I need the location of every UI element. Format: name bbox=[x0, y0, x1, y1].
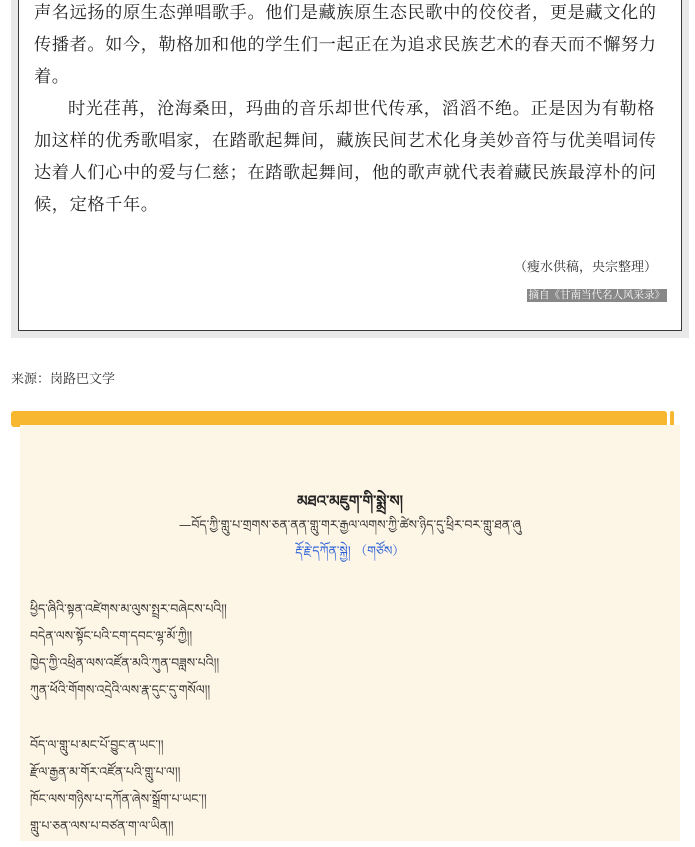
article-card bbox=[11, 0, 689, 338]
poem-line: བོད་ལ་གླུ་པ་མང་པོ་བྱུང་ན་ཡང་།། bbox=[30, 737, 164, 752]
poem-line: ཁྱེད་ཀྱི་འཕྲིན་ལས་འཛོན་མའི་ཀུན་བཟླས་པའི།། bbox=[30, 655, 220, 670]
source-tag: 摘自《甘南当代名人风采录》 bbox=[528, 289, 665, 301]
poem-line: ཕྱིད་ཞིའི་སྟན་འཛེགས་མ་ལུས་སྤྲར་བཞེངས་པའི།། bbox=[30, 601, 227, 616]
poem-author: རྡོ་རྗེ་དཀོན་སྐྱེ། （གཙོས） bbox=[295, 543, 405, 558]
poem-line: རྫོལ་རྒྱན་མ་གོར་འཛོན་པའི་གླུ་པ་ལ།། bbox=[30, 764, 181, 779]
poem-line: གླུ་པ་ཅན་ལས་པ་བཙན་ག་ལ་ཡིན།། bbox=[30, 818, 174, 833]
source-line: 来源：岗路巴文学 bbox=[11, 372, 116, 387]
article-paragraph: 时光荏苒，沧海桑田，玛曲的音乐却世代传承，滔滔不绝。正是因为有勒格加这样的优秀歌唱家，在踏歌起舞间，藏族民间艺术化身美妙音符与优美唱词传达着人们心中的爱与仁慈；在踏歌起舞间，他的歌声就代表着藏民族最淳朴的问候，定格千年。 bbox=[34, 99, 657, 215]
article-frame bbox=[18, 0, 682, 331]
poem-subtitle: —བོད་ཀྱི་གླུ་པ་གྲགས་ཅན་ནན་གླུ་གར་རྒྱལ་ལགས་ཀྱི་ཚེས་ཉིད་དུ་ཕྲིར་བར་གླུ་ཐན་ཞུ bbox=[178, 517, 522, 532]
poem-line: ཁོང་ལས་གཉིས་པ་དཀོན་ཞེས་སྒྲོག་པ་ཡང་།། bbox=[30, 791, 207, 806]
tibetan-poem-box bbox=[20, 425, 680, 841]
poem-title: མཐའ་མཇུག་གི་སྨྲེ་ས། bbox=[296, 492, 404, 510]
poem-line: བདེན་ལས་སྟོང་པའི་ངག་དབང་ལྷ་མོ་ཀྱི།། bbox=[30, 628, 193, 643]
article-credit: （瘦水供稿，央宗整理） bbox=[513, 260, 657, 275]
article-paragraph: 声名远扬的原生态弹唱歌手。他们是藏族原生态民歌中的佼佼者，更是藏文化的传播者。如今，勒格加和他的学生们一起正在为追求民族艺术的春天而不懈努力着。 bbox=[34, 3, 657, 87]
poem-line: ཀུན་ཕོའི་གོགས་འདྲེའི་ལས་རྣ་དུང་དུ་གསོལ།། bbox=[30, 682, 211, 697]
